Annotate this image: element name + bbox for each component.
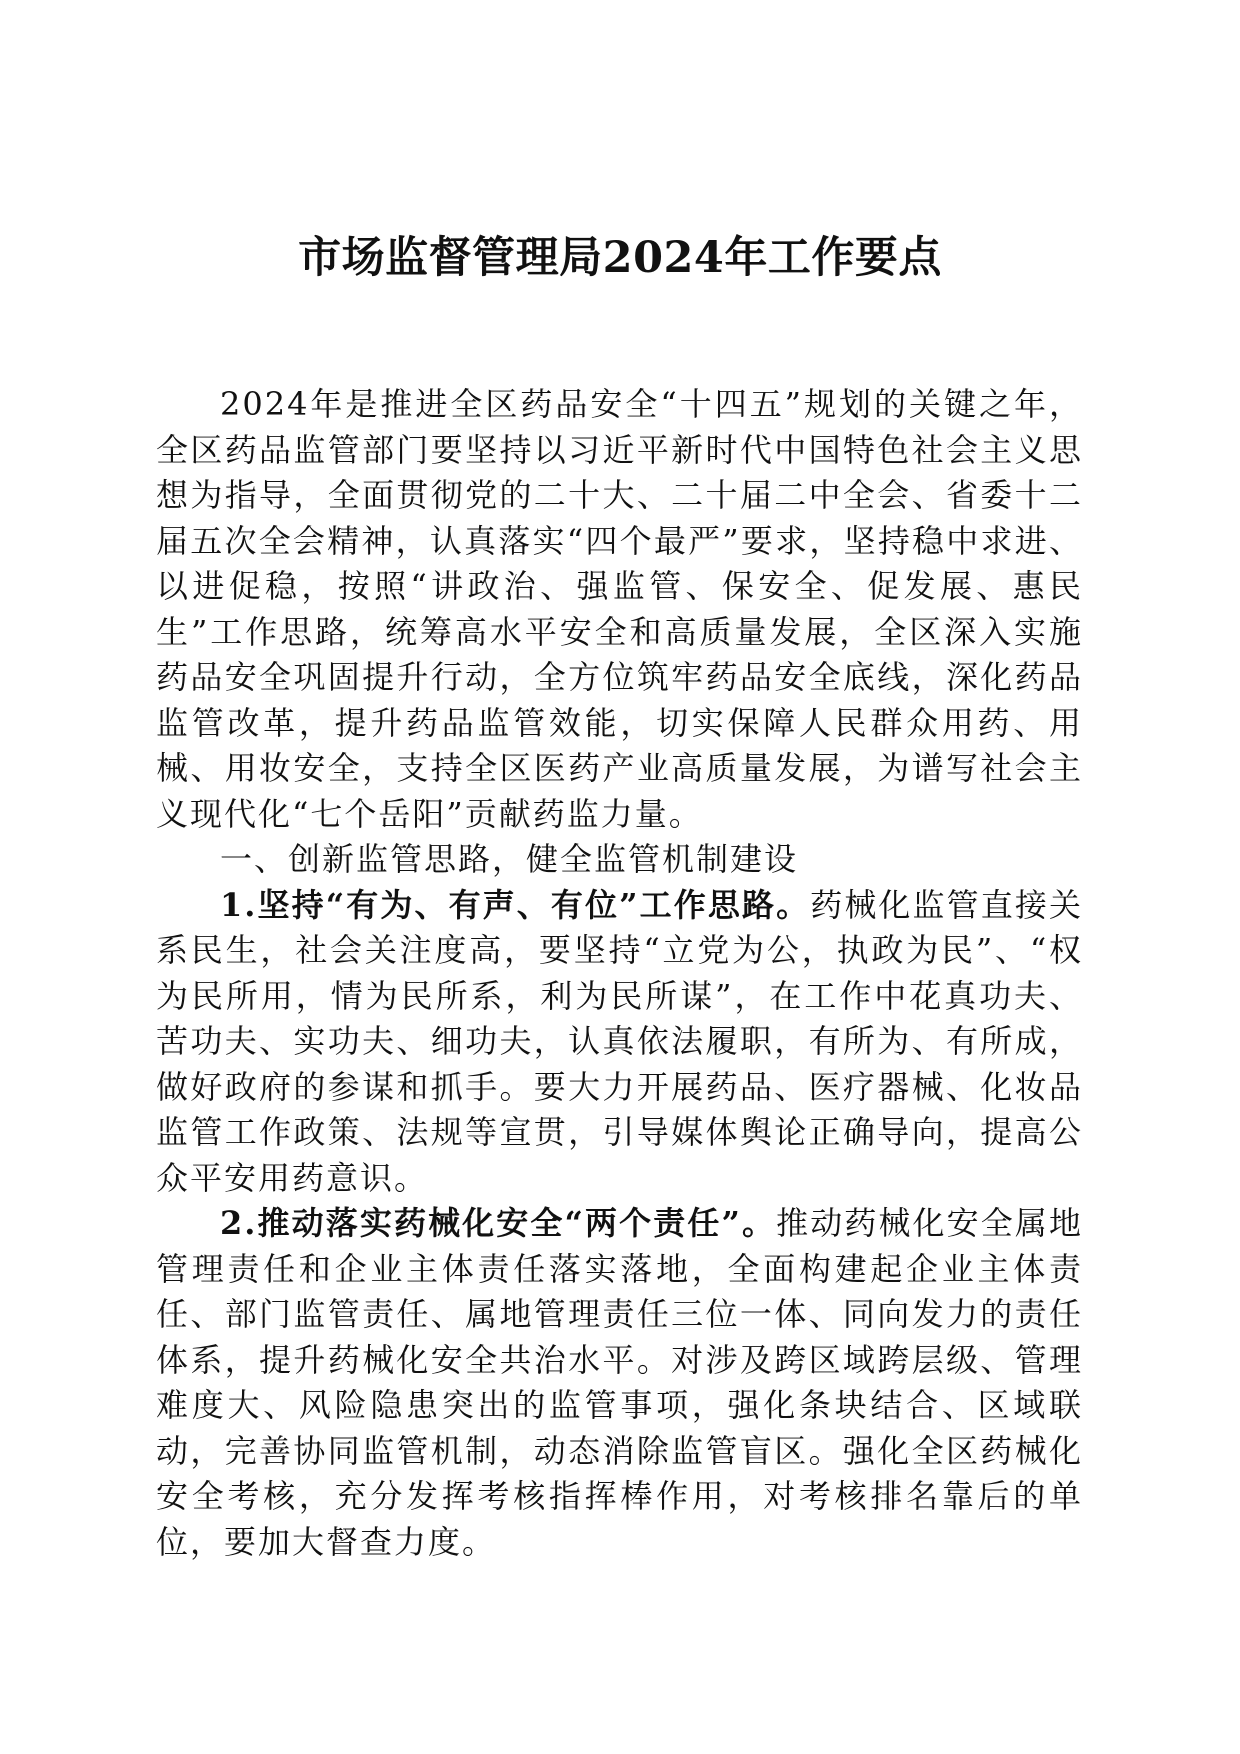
item-text-2: 推动药械化安全属地管理责任和企业主体责任落实落地，全面构建起企业主体责任、部门监管责任、属地管理责任三位一体、同向发力的责任体系，提升药械化安全共治水平。对涉及跨区域跨层级、管理难度大、风险隐患突出的监管事项，强化条块结合、区域联动，完善协同监管机制，动态消除监管盲区。强化全区药械化安全考核，充分发挥考核指挥棒作用，对考核排名靠后的单位，要加大督查力度。	[156, 1204, 1083, 1561]
item-lead-2: 2.推动落实药械化安全“两个责任”。	[220, 1204, 777, 1242]
item-lead-1: 1.坚持“有为、有声、有位”工作思路。	[220, 885, 811, 924]
document-body	[156, 382, 1083, 1565]
document-title: 市场监督管理局2024年工作要点	[298, 233, 942, 283]
section-heading: 一、创新监管思路，健全监管机制建设	[220, 840, 799, 878]
item-paragraph-1	[156, 883, 1083, 1202]
item-text-1: 药械化监管直接关系民生，社会关注度高，要坚持“立党为公，执政为民”、“权为民所用，情为民所系，利为民所谋”，在工作中花真功夫、苦功夫、实功夫、细功夫，认真依法履职，有所为、有所成，做好政府的参谋和抓手。要大力开展药品、医疗器械、化妆品监管工作政策、法规等宣贯，引导媒体舆论正确导向，提高公众平安用药意识。	[156, 885, 1083, 1197]
item-paragraph-2	[156, 1201, 1083, 1565]
intro-paragraph: 2024年是推进全区药品安全“十四五”规划的关键之年，全区药品监管部门要坚持以习近平新时代中国特色社会主义思想为指导，全面贯彻党的二十大、二十届二中全会、省委十二届五次全会精神，认真落实“四个最严”要求，坚持稳中求进、以进促稳，按照“讲政治、强监管、保安全、促发展、惠民生”工作思路，统筹高水平安全和高质量发展，全区深入实施药品安全巩固提升行动，全方位筑牢药品安全底线，深化药品监管改革，提升药品监管效能，切实保障人民群众用药、用械、用妆安全，支持全区医药产业高质量发展，为谱写社会主义现代化“七个岳阳”贡献药监力量。	[156, 385, 1083, 833]
